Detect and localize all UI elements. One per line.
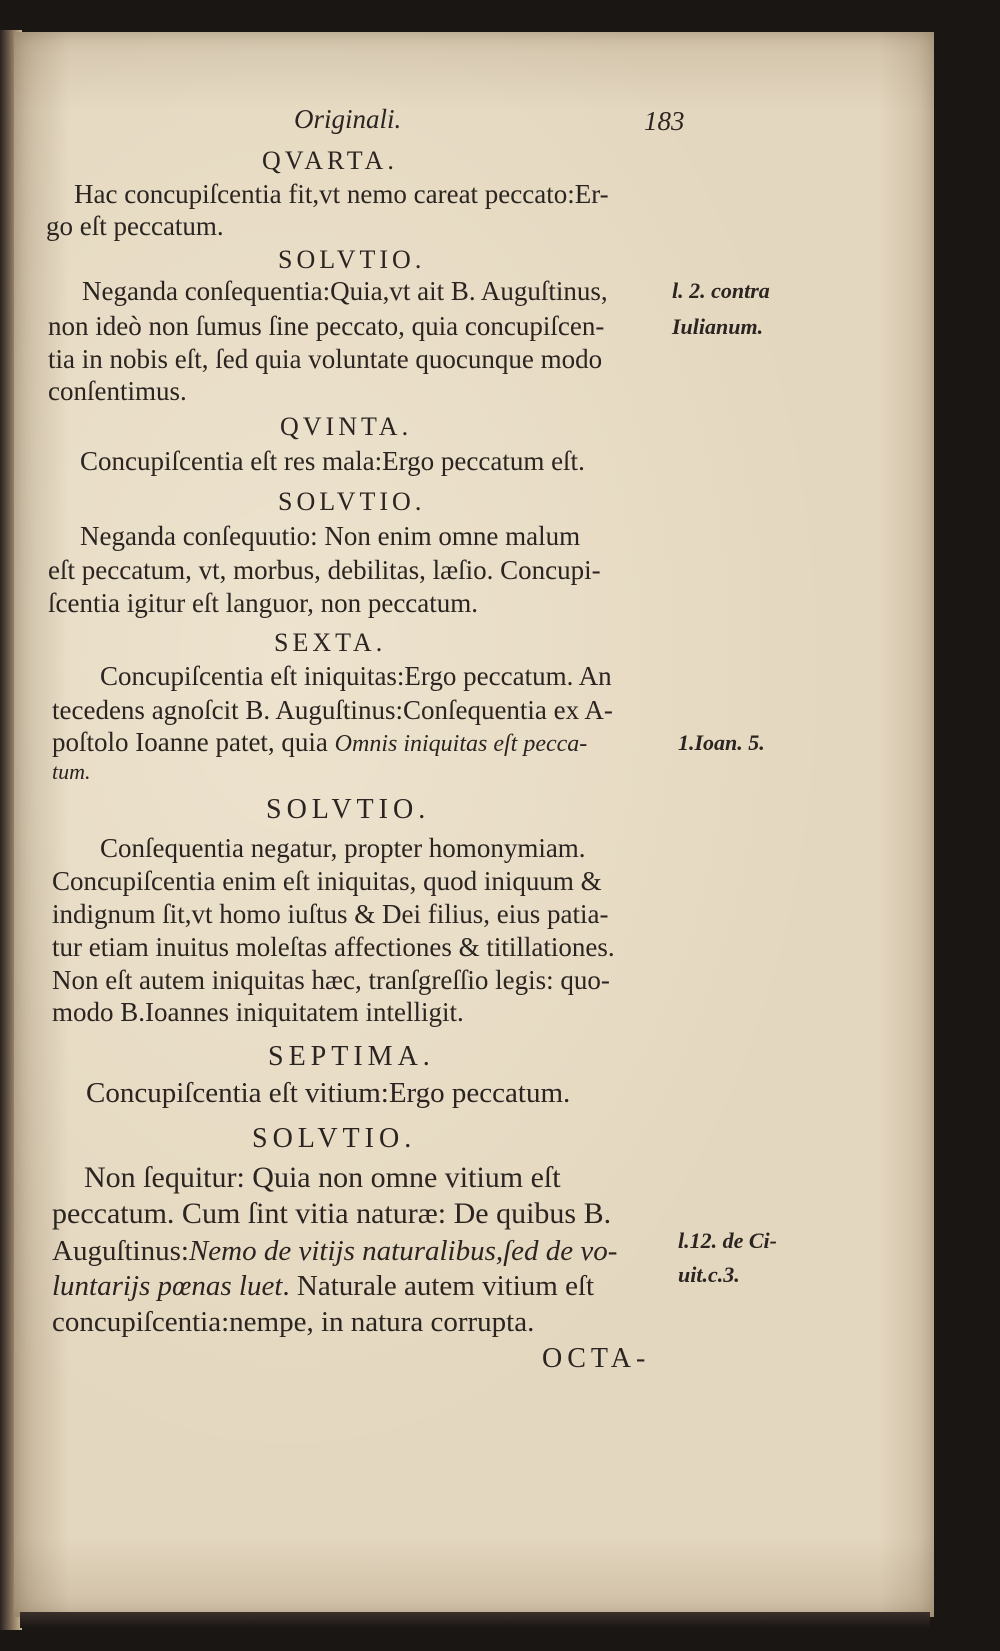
section-heading: SOLVTIO.: [278, 487, 426, 516]
augustine-quote: luntarijs pœnas luet: [52, 1270, 283, 1302]
page-number: 183: [644, 106, 685, 136]
augustine-quote: Nemo de vitijs naturalibus,ſed de vo-: [188, 1235, 618, 1267]
text-line: concupiſcentia:nempe, in natura corrupta.: [52, 1306, 535, 1338]
text-line-part: . Naturale autem vitium eſt: [282, 1270, 595, 1302]
text-line: Neganda conſequutio: Non enim omne malum: [80, 521, 581, 551]
page-bottom-edge: [20, 1612, 930, 1628]
text-line: [52, 726, 587, 760]
text-line: Non eſt autem iniquitas hæc, tranſgreſſio legis: quo-: [52, 965, 610, 995]
section-heading: SEXTA.: [274, 628, 387, 657]
text-line: Hac concupiſcentia fit,vt nemo careat peccato:Er-: [74, 179, 609, 209]
section-heading: SOLVTIO.: [252, 1123, 417, 1154]
scripture-quote: Omnis iniquitas eſt pecca-: [334, 731, 588, 757]
section-heading: SEPTIMA.: [268, 1041, 435, 1072]
text-line: tum.: [52, 759, 91, 784]
marginal-note-line: 1.Ioan. 5.: [678, 730, 765, 755]
text-line: indignum ſit,vt homo iuſtus & Dei filius, eius patia-: [52, 899, 609, 929]
text-line: [52, 1235, 617, 1267]
text-line: Concupiſcentia enim eſt iniquitas, quod iniquum &: [52, 866, 602, 896]
text-line-part: poſtolo Ioanne patet, quia: [52, 727, 328, 757]
text-line: modo B.Ioannes iniquitatem intelligit.: [52, 997, 464, 1027]
text-line: peccatum. Cum ſint vitia naturæ: De quibus B.: [52, 1197, 612, 1230]
catchword: OCTA-: [542, 1343, 651, 1374]
section-heading: QVARTA.: [262, 146, 398, 175]
text-line: go eſt peccatum.: [46, 211, 224, 241]
text-line: Concupiſcentia eſt iniquitas:Ergo peccatum. An: [100, 661, 612, 691]
text-line: tur etiam inuitus moleſtas affectiones & titillationes.: [52, 932, 615, 962]
text-line: [52, 1270, 594, 1302]
book-page: [14, 32, 934, 1617]
text-line: Conſequentia negatur, propter homonymiam.: [100, 833, 586, 863]
text-line-part: Auguſtinus:: [52, 1235, 189, 1267]
text-line: eſt peccatum, vt, morbus, debilitas, læſio. Concupi-: [48, 555, 601, 585]
text-line: tia in nobis eſt, ſed quia voluntate quocunque modo: [48, 344, 603, 374]
text-line: Concupiſcentia eſt res mala:Ergo peccatum eſt.: [80, 446, 585, 476]
text-line: conſentimus.: [48, 376, 187, 406]
text-line: Non ſequitur: Quia non omne vitium eſt: [84, 1161, 561, 1194]
marginal-note-line: Iulianum.: [672, 314, 764, 339]
text-line: non ideò non ſumus ſine peccato, quia concupiſcen-: [48, 311, 605, 341]
text-line: tecedens agnoſcit B. Auguſtinus:Conſequentia ex A-: [52, 695, 613, 725]
text-line: Neganda conſequentia:Quia,vt ait B. Auguſtinus,: [82, 276, 608, 306]
section-heading: SOLVTIO.: [266, 794, 431, 825]
text-line: Concupiſcentia eſt vitium:Ergo peccatum.: [86, 1077, 571, 1109]
marginal-note-line: l.12. de Ci-: [678, 1228, 777, 1253]
marginal-note-line: uit.c.3.: [678, 1262, 740, 1287]
text-line: ſcentia igitur eſt languor, non peccatum.: [48, 588, 479, 618]
running-head-title: Originali.: [294, 104, 402, 134]
marginal-note-line: l. 2. contra: [672, 278, 770, 303]
section-heading: QVINTA.: [280, 412, 413, 441]
section-heading: SOLVTIO.: [278, 245, 426, 274]
